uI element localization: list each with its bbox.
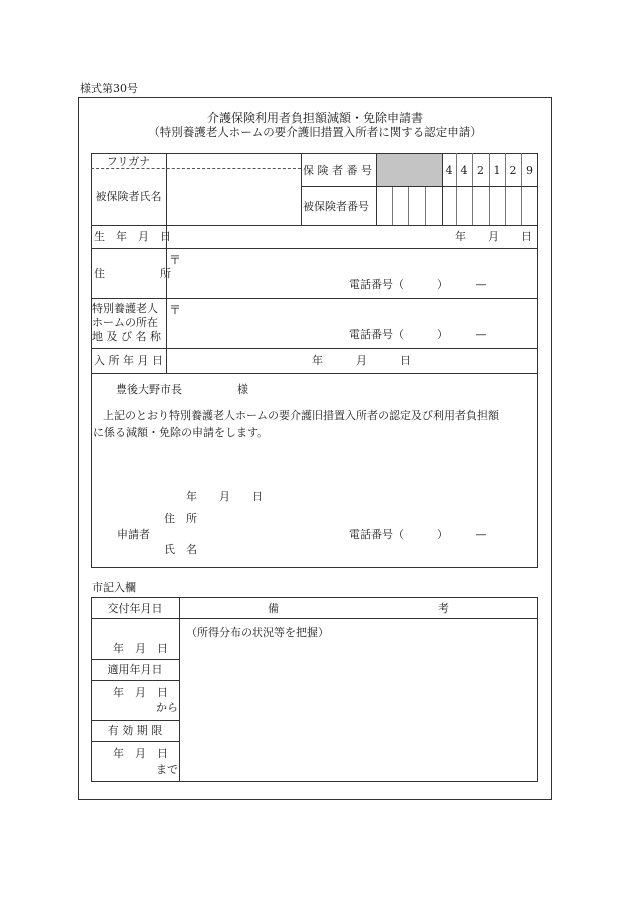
facility-label-line1: 特別養護老人 [92, 302, 158, 315]
insured-number-label: 被保険者番号 [303, 200, 369, 213]
remarks-note: （所得分布の状況等を把握） [186, 626, 329, 639]
insured-name-label: 被保険者氏名 [95, 190, 162, 203]
applicant-label: 申請者 [117, 528, 150, 541]
furigana-label: フリガナ [106, 155, 151, 168]
facility-postal-mark: 〒 [169, 303, 182, 317]
birth-date-label: 生 年 月 日 [94, 230, 171, 243]
issue-date-value[interactable]: 年 月 日 [113, 642, 168, 655]
sign-phone-label[interactable]: 電話番号（ ） — [349, 528, 487, 541]
insurer-digit: 2 [509, 164, 517, 177]
furigana-field[interactable] [167, 154, 301, 168]
address-phone-label[interactable]: 電話番号（ ） — [349, 278, 487, 291]
remarks-field[interactable] [180, 640, 537, 781]
form-subtitle: （特別養護老人ホームの要介護旧措置入所者に関する認定申請） [148, 125, 482, 139]
form-title: 介護保険利用者負担額減額・免除申請書 [206, 111, 423, 125]
apply-date-value[interactable]: 年 月 日 [113, 686, 168, 699]
insurer-digit: 9 [526, 164, 533, 177]
facility-label-line3: 地 及 び 名 称 [92, 330, 161, 343]
insurer-digit: 4 [460, 164, 468, 177]
remarks-label-1: 備 [268, 602, 279, 615]
facility-phone-label[interactable]: 電話番号（ ） — [349, 328, 487, 341]
insured-number-field[interactable] [377, 187, 538, 225]
apply-date-label: 適用年月日 [107, 663, 163, 676]
admission-date-value[interactable]: 年 月 日 [312, 354, 411, 367]
address-label: 住 所 [94, 267, 171, 280]
insurer-digit: 4 [445, 164, 453, 177]
body-text-line1: 上記のとおり特別養護老人ホームの要介護旧措置入所者の認定及び利用者負担額 [103, 409, 499, 422]
remarks-label-2: 考 [438, 602, 449, 615]
insurer-number-label: 保 険 者 番 号 [303, 164, 372, 177]
facility-label-line2: ホームの所在 [92, 316, 158, 329]
postal-mark: 〒 [169, 253, 182, 267]
insurer-shaded-cells [377, 154, 442, 186]
until-label: まで [156, 763, 178, 776]
birth-date-value[interactable]: 年 月 日 [455, 230, 532, 243]
insurer-digit: 1 [493, 164, 501, 177]
from-label: から [156, 701, 178, 714]
body-text-line2: に係る減額・免除の申請をします。 [93, 426, 269, 439]
issue-date-label: 交付年月日 [107, 602, 163, 615]
valid-date-value[interactable]: 年 月 日 [113, 747, 168, 760]
insured-name-field[interactable] [167, 169, 301, 225]
insurer-digit: 2 [477, 164, 484, 177]
valid-period-label: 有 効 期 限 [107, 724, 163, 737]
office-section-title: 市記入欄 [92, 581, 136, 594]
sign-date[interactable]: 年 月 日 [186, 490, 263, 503]
admission-date-label: 入 所 年 月 日 [94, 354, 163, 367]
form-number: 様式第30号 [80, 82, 138, 95]
addressee: 豊後大野市長 様 [116, 383, 248, 396]
sign-address-label: 住 所 [164, 512, 197, 525]
sign-name-label: 氏 名 [164, 543, 197, 556]
